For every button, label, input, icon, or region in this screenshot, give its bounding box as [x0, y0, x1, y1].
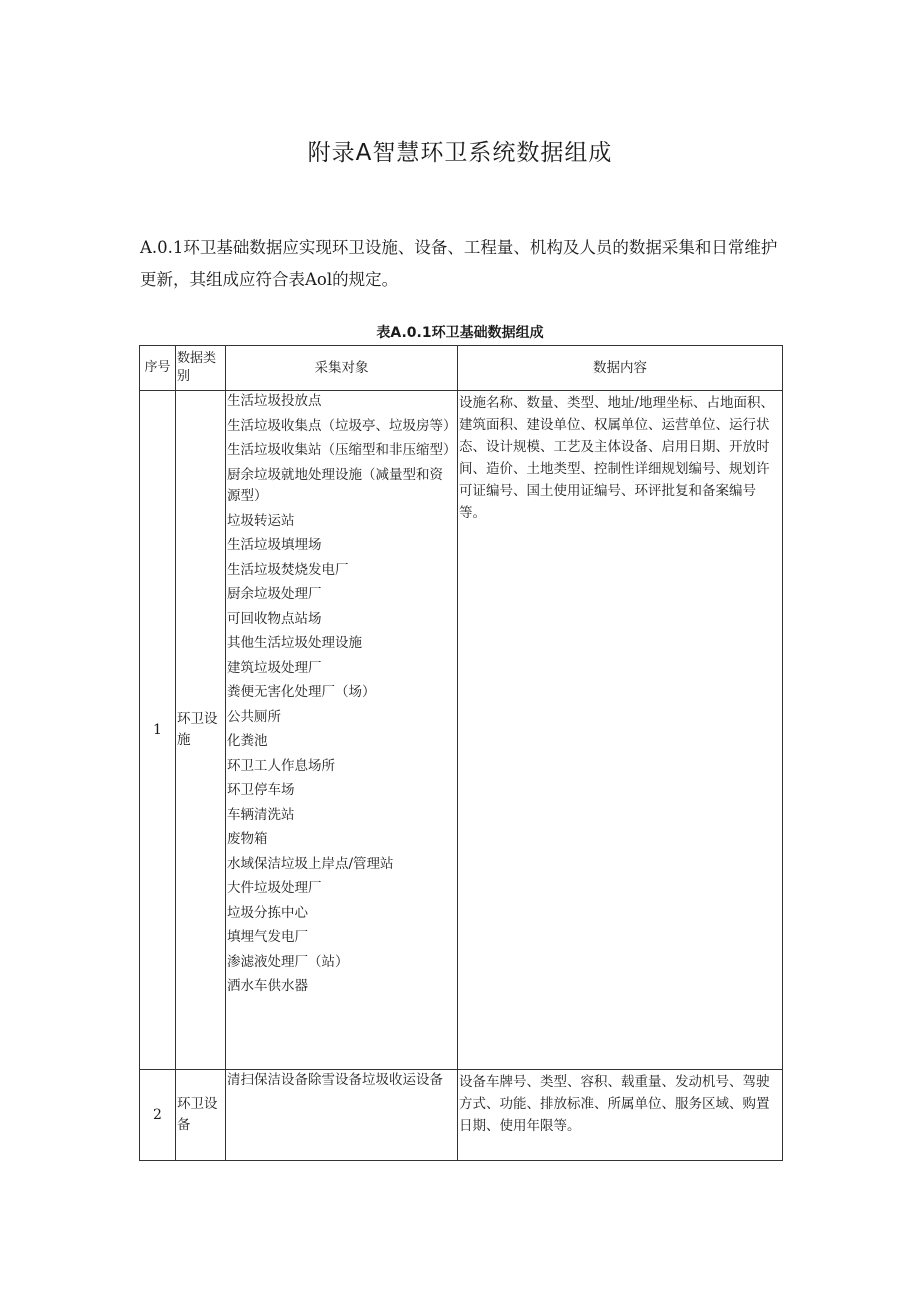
table-header-row [140, 346, 783, 391]
header-objects: 采集对象 [226, 346, 458, 391]
object-item: 生活垃圾收集点（垃圾亭、垃圾房等） [227, 417, 457, 434]
row-category: 环卫设备 [176, 1070, 226, 1161]
object-item: 洒水车供水器 [227, 978, 308, 994]
object-item: 环卫工人作息场所 [227, 757, 335, 774]
object-item: 生活垃圾收集站（压缩型和非压缩型） [227, 442, 457, 458]
object-item: 化粪池 [227, 733, 268, 749]
object-item: 建筑垃圾处理厂 [227, 659, 322, 676]
object-item: 水域保洁垃圾上岸点/管理站 [227, 855, 394, 872]
row-content [458, 1070, 783, 1161]
object-item: 垃圾分拣中心 [227, 904, 308, 921]
content-text: 设备车牌号、类型、容积、载重量、发动机号、驾驶方式、功能、排放标准、所属单位、服务区域、购置日期、使用年限等。 [459, 1074, 770, 1134]
row-objects [226, 391, 458, 1070]
table-row [140, 391, 783, 1070]
object-item: 生活垃圾填埋场 [227, 537, 322, 553]
object-item: 可回收物点站场 [227, 610, 322, 627]
object-item: 废物箱 [227, 831, 268, 847]
object-item: 填埋气发电厂 [227, 929, 308, 945]
row-content [458, 391, 783, 1070]
object-item: 粪便无害化处理厂（场） [227, 684, 376, 700]
row-seq: 1 [140, 391, 176, 1070]
object-item: 垃圾转运站 [227, 512, 295, 529]
object-item: 渗滤液处理厂（站） [227, 953, 349, 970]
object-item: 环卫停车场 [227, 782, 295, 798]
object-item: 大件垃圾处理厂 [227, 880, 322, 896]
table-caption: 表A.0.1环卫基础数据组成 [376, 325, 544, 341]
intro-paragraph: A.0.1环卫基础数据应实现环卫设施、设备、工程量、机构及人员的数据采集和日常维护更新，其组成应符合表Aol的规定。 [140, 238, 778, 289]
object-item: 生活垃圾投放点 [227, 393, 322, 409]
header-seq: 序号 [140, 346, 176, 391]
object-item: 其他生活垃圾处理设施 [227, 635, 362, 651]
object-item: 公共厕所 [227, 708, 281, 725]
header-category: 数据类别 [176, 346, 226, 391]
content-text: 设施名称、数量、类型、地址/地理坐标、占地面积、建筑面积、建设单位、权属单位、运营单位、运行状态、设计规模、工艺及主体设备、启用日期、开放时间、造价、土地类型、控制性详细规划编号、规划许可证编号、国土使用证编号、环评批复和备案编号等。 [459, 395, 775, 521]
header-content: 数据内容 [458, 346, 783, 391]
row-category: 环卫设施 [176, 391, 226, 1070]
page-title: 附录A智慧环卫系统数据组成 [307, 140, 613, 166]
data-table [139, 345, 783, 1161]
table-row [140, 1070, 783, 1161]
row-seq: 2 [140, 1070, 176, 1161]
object-item: 生活垃圾焚烧发电厂 [227, 561, 349, 578]
object-item: 厨余垃圾处理厂 [227, 586, 322, 602]
object-item: 厨余垃圾就地处理设施（减量型和资源型） [227, 466, 443, 504]
object-item: 车辆清洗站 [227, 806, 295, 823]
row-objects [226, 1070, 458, 1161]
object-item: 清扫保洁设备除雪设备垃圾收运设备 [227, 1072, 443, 1088]
